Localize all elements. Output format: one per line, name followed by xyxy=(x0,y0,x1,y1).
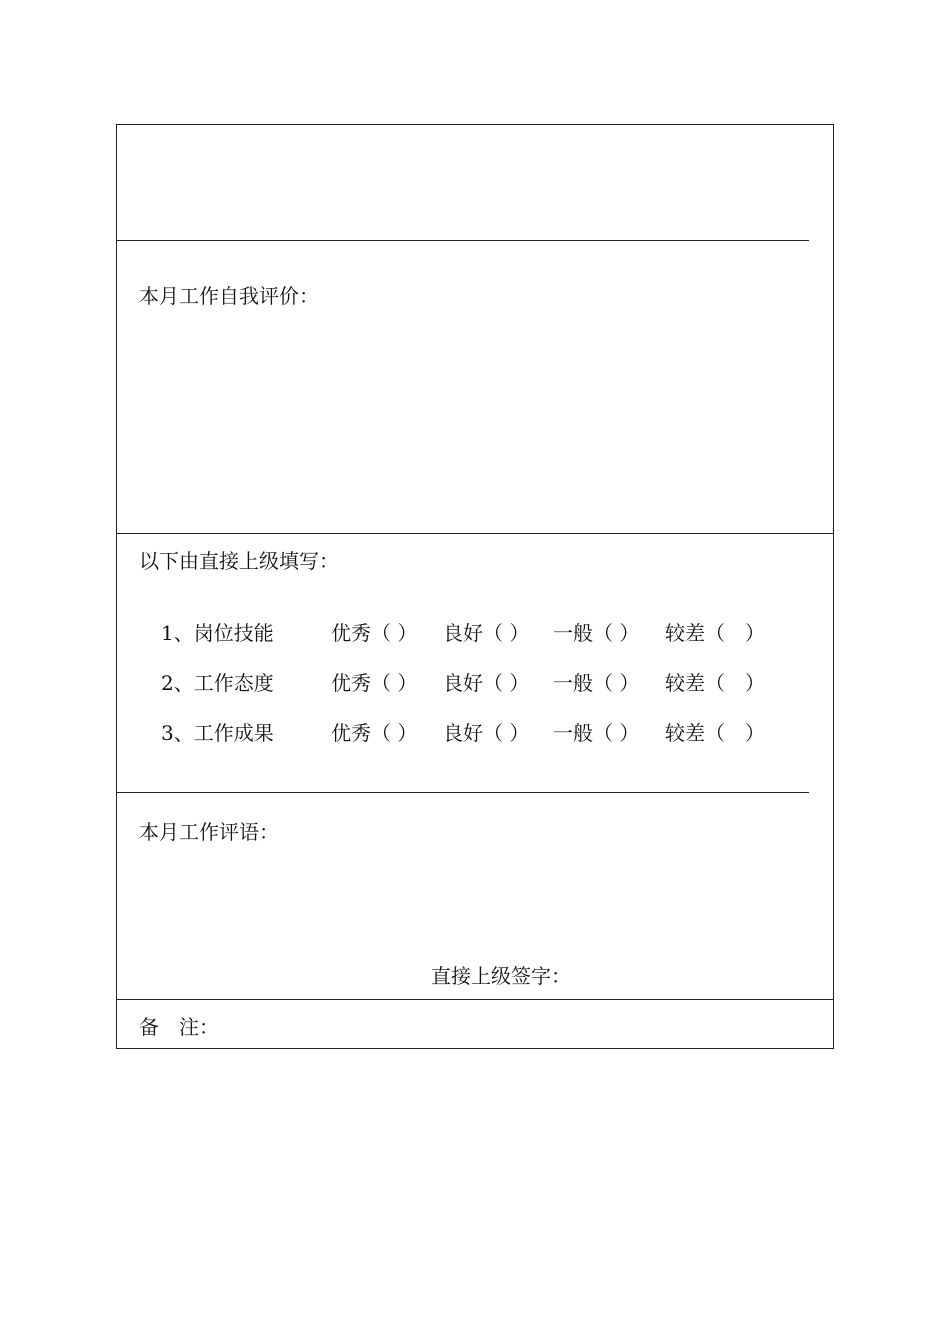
divider-line xyxy=(117,240,809,241)
rating-option-average[interactable]: 一般（ ） xyxy=(553,671,640,695)
evaluation-form xyxy=(116,124,834,1049)
rating-option-excellent[interactable]: 优秀（ ） xyxy=(331,621,418,645)
rating-option-excellent[interactable]: 优秀（ ） xyxy=(331,671,418,695)
self-evaluation-label: 本月工作自我评价： xyxy=(139,284,319,308)
rating-item: 2、工作态度 xyxy=(161,671,274,695)
rating-option-good[interactable]: 良好（ ） xyxy=(443,721,530,745)
rating-option-poor[interactable]: 较差（ ） xyxy=(665,621,765,645)
divider-line xyxy=(117,792,809,793)
rating-item: 1、岗位技能 xyxy=(161,621,274,645)
rating-option-average[interactable]: 一般（ ） xyxy=(553,621,640,645)
rating-option-poor[interactable]: 较差（ ） xyxy=(665,721,765,745)
rating-option-average[interactable]: 一般（ ） xyxy=(553,721,640,745)
rating-option-good[interactable]: 良好（ ） xyxy=(443,621,530,645)
signature-label: 直接上级签字： xyxy=(431,964,571,988)
remarks-label: 备 注： xyxy=(139,1015,219,1039)
rating-option-good[interactable]: 良好（ ） xyxy=(443,671,530,695)
divider-line xyxy=(117,999,833,1000)
supervisor-intro: 以下由直接上级填写： xyxy=(139,549,339,573)
divider-line xyxy=(117,533,833,534)
rating-option-excellent[interactable]: 优秀（ ） xyxy=(331,721,418,745)
rating-item: 3、工作成果 xyxy=(161,721,274,745)
comments-label: 本月工作评语： xyxy=(139,820,279,844)
rating-option-poor[interactable]: 较差（ ） xyxy=(665,671,765,695)
